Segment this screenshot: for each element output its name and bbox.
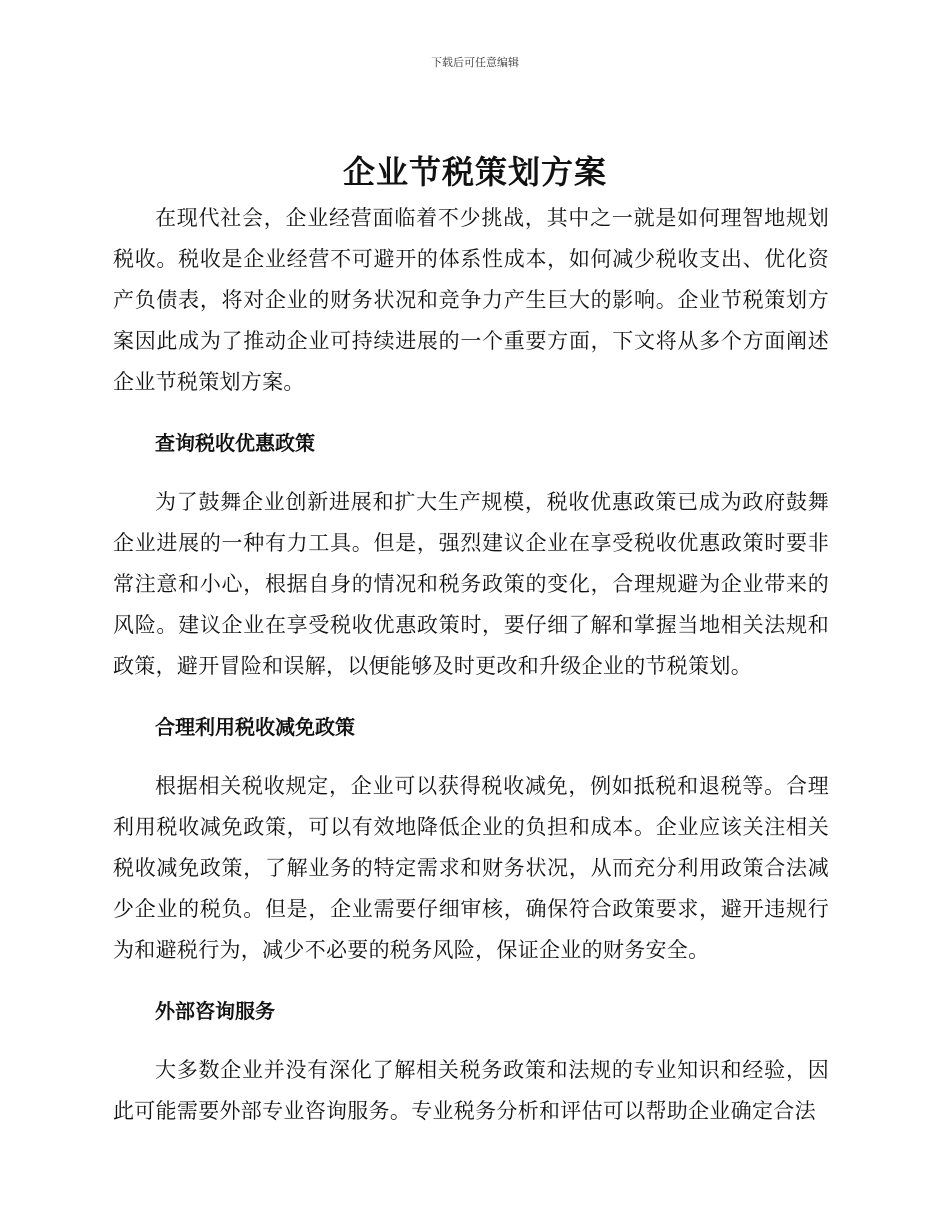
header-note: 下载后可任意编辑 <box>431 56 519 69</box>
section-heading-consulting: 外部咨询服务 <box>155 999 275 1023</box>
document-title: 企业节税策划方案 <box>342 153 607 191</box>
section-body-tax-relief: 根据相关税收规定，企业可以获得税收减免，例如抵税和退税等。合理利用税收减免政策，可以有效地降低企业的负担和成本。企业应该关注相关税收减免政策，了解业务的特定需求和财务状况，从而充分利用政策合法减少企业的税负。但是，企业需要仔细审核，确保符合政策要求，避开违规行为和避税行为，减少不必要的税务风险，保证企业的财务安全。 <box>113 774 829 962</box>
intro-paragraph: 在现代社会，企业经营面临着不少挑战，其中之一就是如何理智地规划税收。税收是企业经营不可避开的体系性成本，如何减少税收支出、优化资产负债表，将对企业的财务状况和竞争力产生巨大的影响。企业节税策划方案因此成为了推动企业可持续进展的一个重要方面，下文将从多个方面阐述企业节税策划方案。 <box>113 206 829 394</box>
section-heading-tax-relief: 合理利用税收减免政策 <box>155 715 355 739</box>
section-heading-tax-incentives: 查询税收优惠政策 <box>155 431 315 455</box>
document-body <box>113 198 829 1132</box>
section-body-tax-incentives: 为了鼓舞企业创新进展和扩大生产规模，税收优惠政策已成为政府鼓舞企业进展的一种有力工具。但是，强烈建议企业在享受税收优惠政策时要非常注意和小心，根据自身的情况和税务政策的变化，合理规避为企业带来的风险。建议企业在享受税收优惠政策时，要仔细了解和掌握当地相关法规和政策，避开冒险和误解，以便能够及时更改和升级企业的节税策划。 <box>113 490 829 678</box>
section-body-consulting: 大多数企业并没有深化了解相关税务政策和法规的专业知识和经验，因此可能需要外部专业咨询服务。专业税务分析和评估可以帮助企业确定合法 <box>113 1058 829 1123</box>
